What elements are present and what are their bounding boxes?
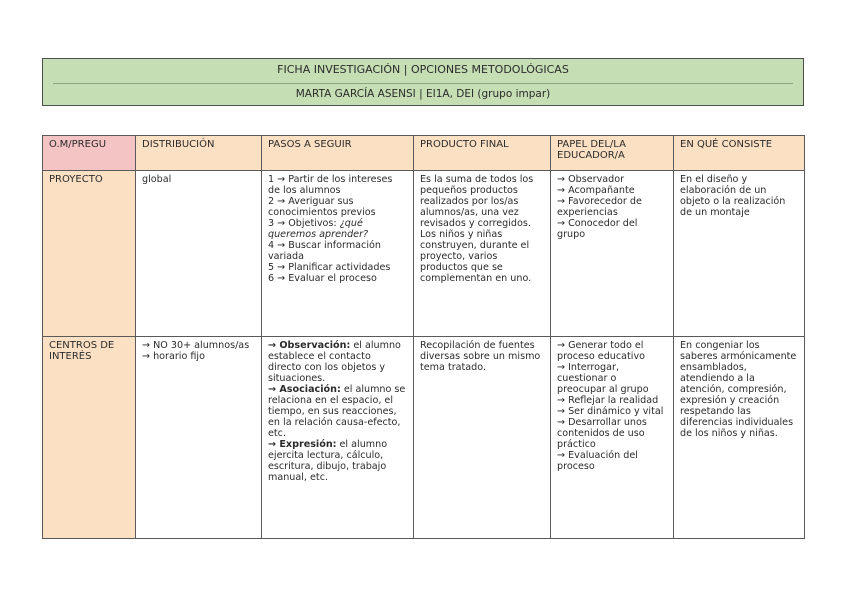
cell-papel bbox=[551, 337, 674, 539]
document-header bbox=[42, 58, 804, 106]
role-item: → Interrogar, cuestionar o preocupar al grupo bbox=[557, 362, 649, 395]
column-header-producto: PRODUCTO FINAL bbox=[414, 136, 551, 171]
phase-label: → Expresión: bbox=[268, 439, 337, 450]
column-header-pasos: PASOS A SEGUIR bbox=[262, 136, 414, 171]
phase-text: el alumno ejercita lectura, cálculo, escritura, dibujo, trabajo manual, etc. bbox=[268, 439, 388, 483]
cell-consiste: En el diseño y elaboración de un objeto o la realización de un montaje bbox=[674, 171, 805, 337]
role-item: → Evaluación del proceso bbox=[557, 450, 638, 472]
role-item: → Generar todo el proceso educativo bbox=[557, 340, 645, 362]
cell-pasos bbox=[262, 337, 414, 539]
distribution-item: → NO 30+ alumnos/as bbox=[142, 340, 250, 351]
role-item: → Conocedor del grupo bbox=[557, 218, 638, 240]
column-header-distribucion: DISTRIBUCIÓN bbox=[136, 136, 262, 171]
step-1: 1 → Partir de los intereses de los alumnos bbox=[268, 174, 393, 196]
role-item: → Reflejar la realidad bbox=[557, 395, 659, 406]
step-5: 5 → Planificar actividades bbox=[268, 262, 391, 273]
row-header-proyecto: PROYECTO bbox=[43, 171, 136, 337]
role-item: → Ser dinámico y vital bbox=[557, 406, 664, 417]
step-3-prefix: 3 → Objetivos: bbox=[268, 218, 340, 229]
step-6: 6 → Evaluar el proceso bbox=[268, 273, 377, 284]
role-item: → Observador bbox=[557, 174, 625, 185]
table-header-row bbox=[43, 136, 805, 171]
cell-producto: Recopilación de fuentes diversas sobre un mismo tema tratado. bbox=[414, 337, 551, 539]
header-divider bbox=[53, 83, 793, 84]
role-item: → Desarrollar unos contenidos de uso práctico bbox=[557, 417, 647, 450]
table-row bbox=[43, 171, 805, 337]
phase-label: → Observación: bbox=[268, 340, 351, 351]
cell-distribucion bbox=[136, 337, 262, 539]
phase-text: el alumno se relaciona en el espacio, el tiempo, en sus reacciones, en la relación causa-efecto, etc. bbox=[268, 384, 406, 439]
column-header-om: O.M/PREGU bbox=[43, 136, 136, 171]
cell-distribucion: global bbox=[136, 171, 262, 337]
cell-papel bbox=[551, 171, 674, 337]
step-3 bbox=[268, 218, 407, 240]
document-subtitle: MARTA GARCÍA ASENSI | EI1A, DEI (grupo impar) bbox=[295, 88, 551, 100]
cell-consiste: En congeniar los saberes armónicamente ensamblados, atendiendo a la atención, compresión, expresión y creación respetando las diferencias individuales de los niños y niñas. bbox=[674, 337, 805, 539]
phase-expresion bbox=[268, 439, 407, 483]
phase-observacion bbox=[268, 340, 407, 384]
cell-pasos bbox=[262, 171, 414, 337]
cell-producto: Es la suma de todos los pequeños productos realizados por los/as alumnos/as, una vez revisados y corregidos. Los niños y niñas construyen, durante el proyecto, varios productos que se complementan en uno. bbox=[414, 171, 551, 337]
role-item: → Favorecedor de experiencias bbox=[557, 196, 642, 218]
table-row bbox=[43, 337, 805, 539]
step-2: 2 → Averiguar sus conocimientos previos bbox=[268, 196, 376, 218]
step-3-question: ¿qué queremos aprender? bbox=[268, 218, 369, 240]
methodology-table bbox=[42, 135, 805, 539]
phase-text: el alumno establece el contacto directo con los objetos y situaciones. bbox=[268, 340, 401, 384]
row-header-centros: CENTROS DE INTERÉS bbox=[43, 337, 136, 539]
column-header-consiste: EN QUÉ CONSISTE bbox=[674, 136, 805, 171]
phase-asociacion bbox=[268, 384, 407, 439]
document-title: FICHA INVESTIGACIÓN | OPCIONES METODOLÓGICAS bbox=[277, 63, 569, 76]
step-4: 4 → Buscar información variada bbox=[268, 240, 381, 262]
column-header-papel: PAPEL DEL/LA EDUCADOR/A bbox=[551, 136, 674, 171]
role-item: → Acompañante bbox=[557, 185, 635, 196]
phase-label: → Asociación: bbox=[268, 384, 341, 395]
distribution-item: → horario fijo bbox=[142, 351, 205, 362]
